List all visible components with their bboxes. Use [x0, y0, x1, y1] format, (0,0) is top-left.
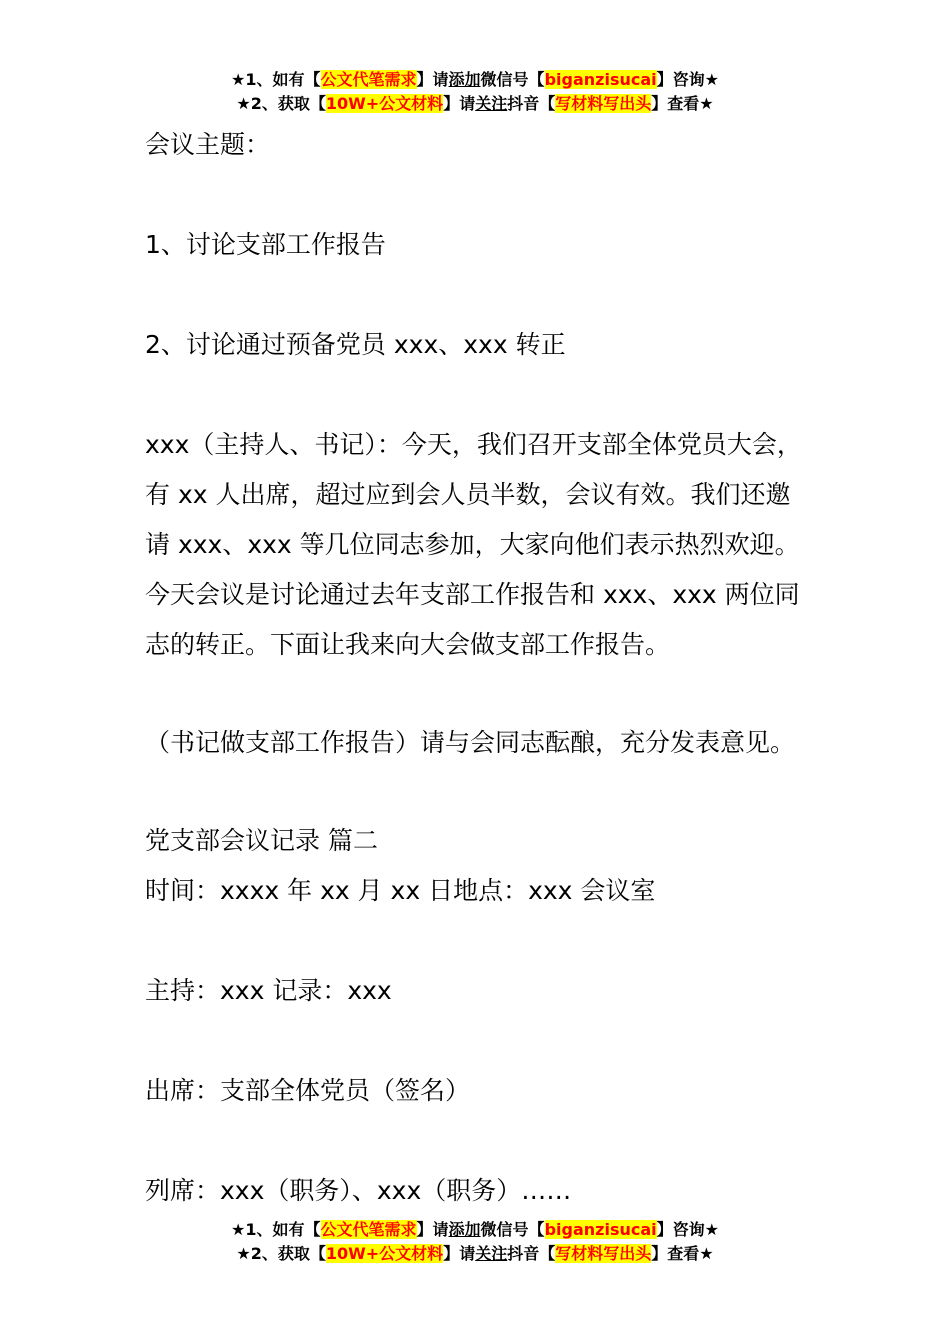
banner-highlight: 写材料写出头 [555, 1244, 652, 1263]
banner-text: ★1、如有【 [231, 1220, 321, 1239]
banner-text: 微信号【 [480, 70, 545, 89]
host-speech-line: xxx（主持人、书记）：今天，我们召开支部全体党员大会， [145, 430, 802, 459]
observers: 列席：xxx（职务）、xxx（职务）…… [145, 1176, 572, 1205]
banner-text: 】查看★ [651, 1244, 714, 1263]
banner-text: ★1、如有【 [231, 70, 321, 89]
banner-underlined: 添加 [448, 1220, 481, 1239]
host-speech-line: 志的转正。下面让我来向大会做支部工作报告。 [145, 630, 671, 659]
banner-text: 】咨询★ [656, 1220, 719, 1239]
footer-banner-line-2 [0, 1242, 950, 1266]
banner-text: 】请 [443, 94, 476, 113]
banner-text: 】请 [416, 70, 449, 89]
attendance: 出席：支部全体党员（签名） [145, 1076, 471, 1105]
host-recorder: 主持：xxx 记录：xxx [145, 976, 392, 1005]
host-speech-line: 今天会议是讨论通过去年支部工作报告和 xxx、xxx 两位同 [145, 580, 800, 609]
banner-highlight: biganzisucai [544, 70, 657, 89]
banner-text: ★2、获取【 [236, 94, 326, 113]
banner-underlined: 关注 [475, 94, 508, 113]
banner-highlight: 10W+公文材料 [325, 94, 444, 113]
host-speech [145, 420, 845, 670]
banner-underlined: 添加 [448, 70, 481, 89]
header-banner-line-2 [0, 92, 950, 116]
banner-highlight: 公文代笔需求 [320, 1220, 417, 1239]
host-speech-line: 有 xx 人出席，超过应到会人员半数，会议有效。我们还邀 [145, 480, 791, 509]
banner-text: 】咨询★ [656, 70, 719, 89]
footer-banner-line-1 [0, 1218, 950, 1242]
secretary-report: （书记做支部工作报告）请与会同志酝酿，充分发表意见。 [145, 728, 796, 757]
time-place: 时间：xxxx 年 xx 月 xx 日地点：xxx 会议室 [145, 876, 656, 905]
banner-underlined: 关注 [475, 1244, 508, 1263]
header-banner [0, 68, 950, 116]
banner-highlight: biganzisucai [544, 1220, 657, 1239]
banner-highlight: 10W+公文材料 [325, 1244, 444, 1263]
agenda-item-1: 1、讨论支部工作报告 [145, 230, 386, 259]
banner-highlight: 公文代笔需求 [320, 70, 417, 89]
banner-text: ★2、获取【 [236, 1244, 326, 1263]
banner-text: 微信号【 [480, 1220, 545, 1239]
banner-text: 】请 [443, 1244, 476, 1263]
section-title: 党支部会议记录 篇二 [145, 826, 378, 855]
banner-text: 】请 [416, 1220, 449, 1239]
header-banner-line-1 [0, 68, 950, 92]
footer-banner [0, 1218, 950, 1266]
agenda-item-2: 2、讨论通过预备党员 xxx、xxx 转正 [145, 330, 566, 359]
banner-text: 抖音【 [507, 94, 556, 113]
banner-text: 抖音【 [507, 1244, 556, 1263]
banner-text: 】查看★ [651, 94, 714, 113]
banner-highlight: 写材料写出头 [555, 94, 652, 113]
topic-label: 会议主题： [145, 130, 271, 159]
host-speech-line: 请 xxx、xxx 等几位同志参加，大家向他们表示热烈欢迎。 [145, 530, 800, 559]
